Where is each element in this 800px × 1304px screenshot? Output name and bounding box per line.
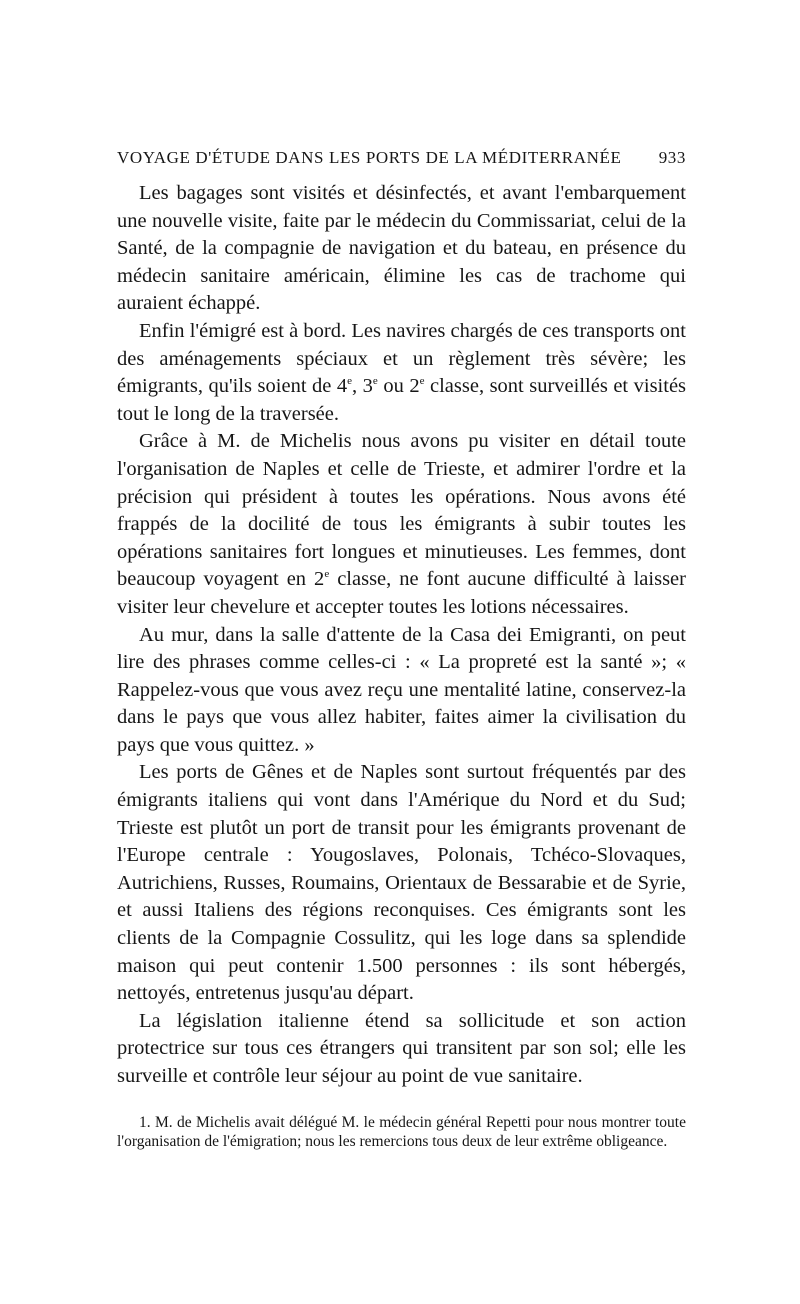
paragraph-on-board-end: classe, sont surveillés et visités tout le long de la traversée.: [117, 375, 687, 425]
footnote-separator: [117, 1091, 686, 1113]
paragraph-on-board: [117, 318, 686, 428]
ordinal-sup-class: e: [324, 568, 330, 581]
paragraph-wall-phrases: Au mur, dans la salle d'attente de la Casa dei Emigranti, on peut lire des phrases comme celles-ci : « La propreté est la santé »; « Rappelez-vous que vous avez reçu une mentalité latine, conservez-la dans le pays que vous allez habiter, faites aimer la civilisation du pays que vous quittez. »: [117, 623, 686, 756]
paragraph-michelis-visit: [117, 428, 686, 621]
ordinal-text-3: , 3: [352, 375, 373, 398]
paragraph-ports: Les ports de Gênes et de Naples sont surtout fréquentés par des émigrants italiens qui vont dans l'Amérique du Nord et du Sud; Trieste est plutôt un port de transit pour les émigrants provenant de l'Europe centrale : Yougoslaves, Polonais, Tchéco-Slovaques, Autrichiens, Russes, Roumains, Orientaux de Bessarabie et de Syrie, et aussi Italiens des régions reconquises. Ces émigrants sont les clients de la Compagnie Cossulitz, qui les loge dans sa splendide maison qui peut contenir 1.500 personnes : ils sont hébergés, nettoyés, entretenus jusqu'au départ.: [117, 761, 686, 1005]
footnote: 1. M. de Michelis avait délégué M. le médecin général Repetti pour nous montrer toute l'organisation de l'émigration; nous les remercions tous deux de leur extrême obligeance.: [117, 1113, 686, 1151]
ordinal-text-2: ou 2: [377, 375, 420, 398]
paragraph-michelis-visit-end: classe, ne font aucune difficulté à laisser visiter leur chevelure et accepter toutes les lotions nécessaires.: [117, 568, 686, 618]
paragraph-on-board-start: Enfin l'émigré est à bord. Les navires chargés de ces transports ont des aménagements spéciaux et un règlement très sévère; les émigrants, qu'ils soient de 4: [117, 319, 686, 398]
book-page: [117, 148, 686, 1152]
page-number: 933: [658, 148, 686, 167]
ordinal-sup-3: e: [372, 375, 378, 388]
running-head: [117, 148, 686, 170]
ordinal-sup-2: e: [419, 375, 425, 388]
paragraph-michelis-visit-start: Grâce à M. de Michelis nous avons pu visiter en détail toute l'organisation de Naples et celle de Trieste, et admirer l'ordre et la précision qui président à toutes les opérations. Nous avons été frappés de la docilité de tous les émigrants à subir toutes les opérations sanitaires fort longues et minutieuses. Les femmes, dont beaucoup voyagent en 2: [117, 430, 686, 591]
ordinal-sup-4: e: [347, 375, 353, 388]
running-head-title: VOYAGE D'ÉTUDE DANS LES PORTS DE LA MÉDITERRANÉE: [117, 148, 622, 167]
paragraph-legislation: La législation italienne étend sa sollicitude et son action protectrice sur tous ces étrangers qui transitent par son sol; elle les surveille et contrôle leur séjour au point de vue sanitaire.: [117, 1009, 686, 1087]
paragraph-baggage: Les bagages sont visités et désinfectés, et avant l'embarquement une nouvelle visite, faite par le médecin du Commissariat, celui de la Santé, de la compagnie de navigation et du bateau, en présence du médecin sanitaire américain, élimine les cas de trachome qui auraient échappé.: [117, 182, 686, 315]
